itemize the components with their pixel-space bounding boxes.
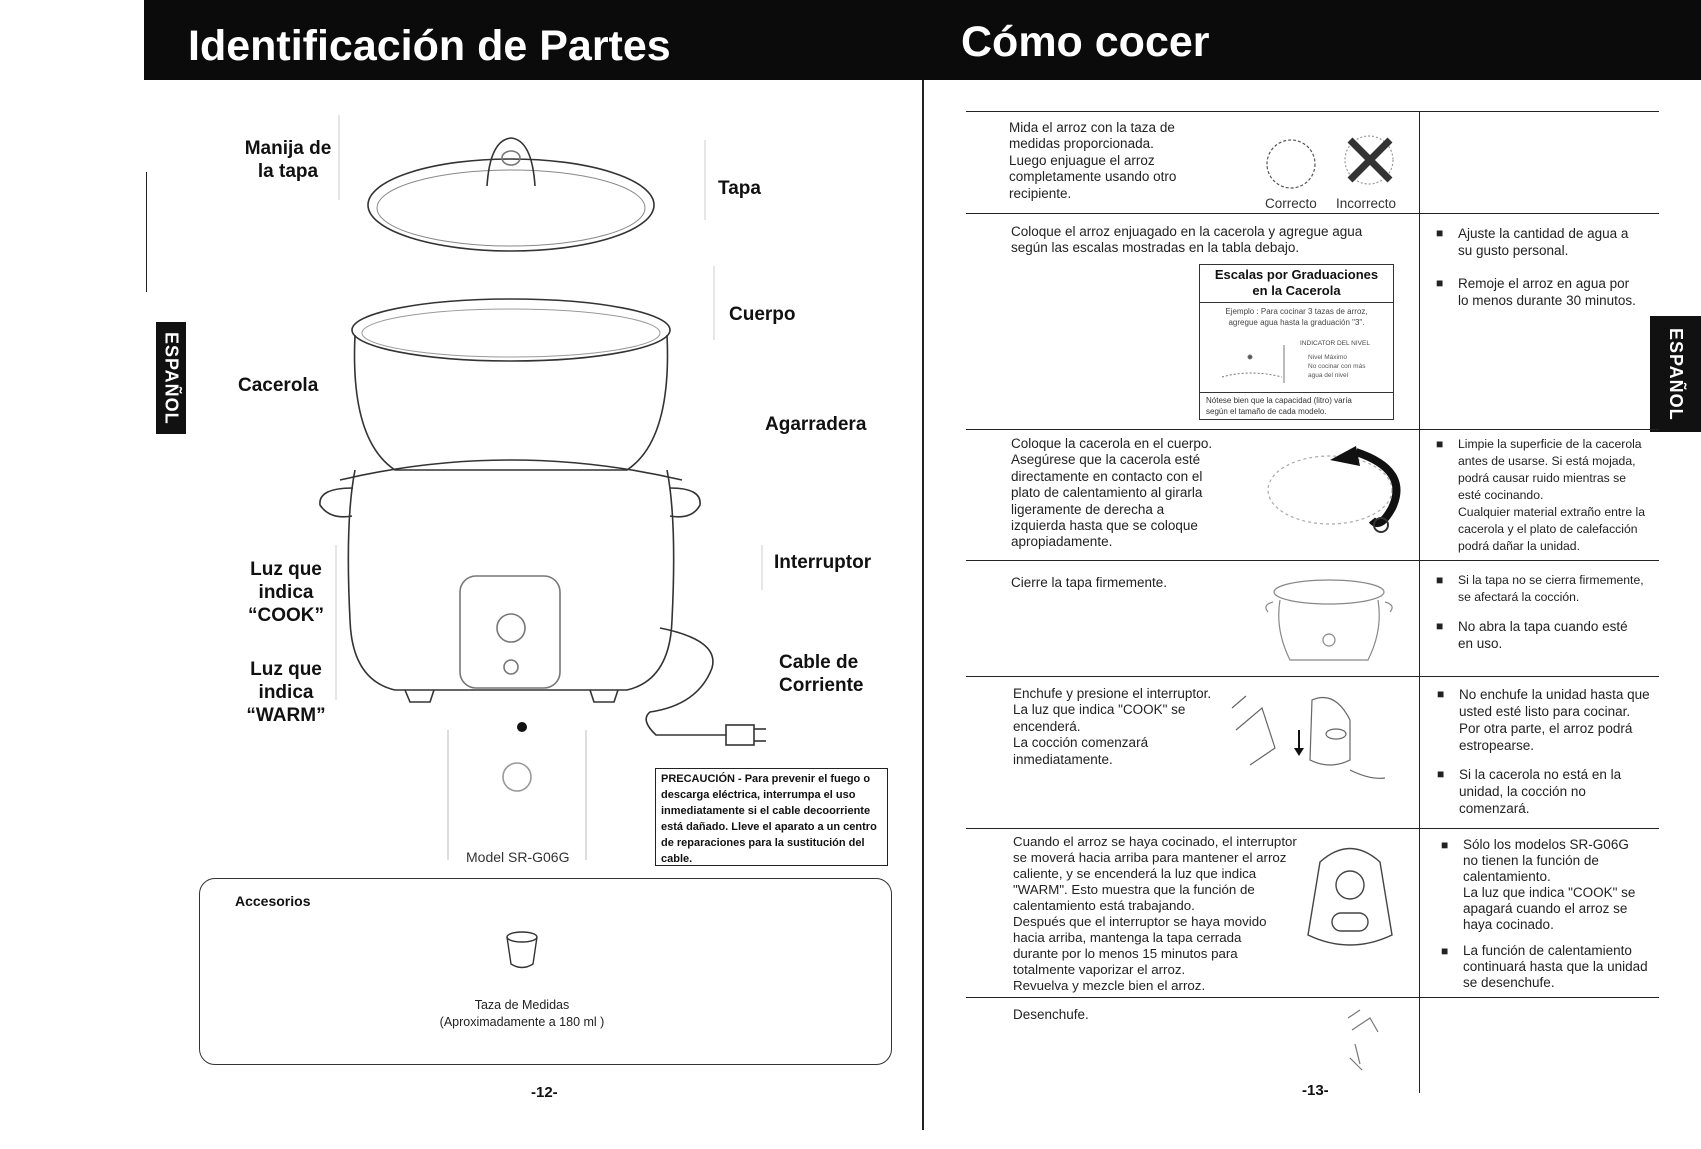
label-cable: Cable de Corriente <box>779 652 864 696</box>
water-scale-example: Ejemplo : Para cocinar 3 tazas de arroz, agregue agua hasta la graduación "3". <box>1225 307 1368 327</box>
cup-caption: Taza de Medidas (Aproximadamente a 180 ml ) <box>439 998 605 1029</box>
step-2-text: Coloque el arroz enjuagado en la cacerola y agregue agua según las escalas mostradas en la tabla debajo. <box>1011 224 1363 256</box>
step-7-text: Desenchufe. <box>1013 1007 1089 1022</box>
lid-handle-knob <box>487 138 535 186</box>
label-cacerola: Cacerola <box>238 375 319 396</box>
right-page-number: -13- <box>1302 1082 1329 1099</box>
step-1-text: Mida el arroz con la taza de medidas proporcionada. Luego enjuague el arroz completamente usando otro recipiente. <box>1009 120 1177 201</box>
step-5-text: Enchufe y presione el interruptor. La luz que indica "COOK" se encenderá. La cocción comenzará inmediatamente. <box>1013 686 1212 767</box>
label-tapa: Tapa <box>718 178 761 199</box>
row-rule-2 <box>966 429 1659 430</box>
right-page-title: Cómo cocer <box>961 18 1210 66</box>
label-interruptor: Interruptor <box>774 552 872 573</box>
left-margin-rule <box>146 172 147 292</box>
column-divider <box>1419 111 1420 1093</box>
precaution-box <box>655 768 888 866</box>
label-manija: Manija de la tapa <box>244 138 332 182</box>
power-plug <box>726 725 754 745</box>
step-4-notes <box>1436 572 1668 661</box>
step-6-note: ■ La función de calentamiento continuará hasta que la unidad se desenchufe. <box>1441 943 1673 991</box>
precaution-text: PRECAUCIÓN - Para prevenir el fuego o descarga eléctrica, interrumpa el uso inmediatamente si el cable decoorriente está dañado. Lleve el aparato a un centro de reparaciones para la sustitución del cable. <box>661 773 877 865</box>
power-cord <box>646 628 730 735</box>
step-3-note: ■ Limpie la superficie de la cacerola antes de usarse. Si está mojada, podrá causar ruido mientras se esté cocinando. Cualquier material extraño entre la cacerola y el plato de calefacción podrá dañar la unidad. <box>1436 436 1668 555</box>
label-correcto: Correcto <box>1265 196 1317 211</box>
accessories-box <box>199 878 892 1065</box>
left-page-title: Identificación de Partes <box>188 22 671 70</box>
step-5-note: ■ No enchufe la unidad hasta que usted esté listo para cocinar. Por otra parte, el arroz podrá estropearse. <box>1437 686 1669 754</box>
step-5-notes <box>1437 686 1669 826</box>
label-luz-warm: Luz que indica “WARM” <box>246 659 326 726</box>
step-2-note: ■ Remoje el arroz en agua por lo menos durante 30 minutos. <box>1436 275 1666 309</box>
label-agarradera: Agarradera <box>765 414 867 435</box>
row-rule-4 <box>966 676 1659 677</box>
step-6-text: Cuando el arroz se haya cocinado, el interruptor se moverá hacia arriba para mantener el arroz caliente, y se encenderá la luz que indica "WARM". Esto muestra que la función de calentamiento está trabajando. Después que el interruptor se haya movido hacia arriba, mantenga la tapa cerrada durante por lo menos 15 minutos para totalmente vaporizar el arroz. Revuelva y mezcle bien el arroz. <box>1013 834 1297 993</box>
label-incorrecto: Incorrecto <box>1336 196 1397 211</box>
body-shape <box>348 470 673 690</box>
water-max-level-label: Nivel Máximo No cocinar con más agua del nivel <box>1308 354 1366 379</box>
step-2-notes <box>1436 225 1666 318</box>
inner-pot-shape <box>355 335 668 470</box>
label-cuerpo: Cuerpo <box>729 304 796 325</box>
model-caption: Model SR-G06G <box>466 849 570 865</box>
left-header-bar <box>144 0 923 80</box>
lid-shape <box>368 159 654 251</box>
water-level-indicator-label: INDICATOR DEL NIVEL <box>1300 340 1370 347</box>
switch-indicator <box>497 614 525 642</box>
measuring-cup-icon <box>200 879 201 880</box>
water-scale-footer: Nótese bien que la capacidad (litro) varía según el tamaño de cada modelo. <box>1200 392 1393 419</box>
control-panel <box>460 576 560 688</box>
step-3-text: Coloque la cacerola en el cuerpo. Asegúrese que la cacerola esté directamente en contacto con el plato de calentamiento al girarla ligeramente de derecha a izquierda hasta que se coloque apropiadamente. <box>1011 436 1213 550</box>
row-rule-0 <box>966 111 1659 112</box>
step-6-notes <box>1441 837 1673 1000</box>
step-5-note: ■ Si la cacerola no está en la unidad, la cocción no comenzará. <box>1437 766 1669 817</box>
step-3-notes <box>1436 436 1668 564</box>
water-scale-box <box>1199 264 1394 420</box>
right-header-bar <box>923 0 1701 80</box>
row-rule-1 <box>966 213 1659 214</box>
step-6-note: ■ Sólo los modelos SR-G06G no tienen la función de calentamiento. La luz que indica "COOK" se apagará cuando el arroz se haya cocinado. <box>1441 837 1673 933</box>
step-4-note: ■ Si la tapa no se cierra firmemente, se afectará la cocción. <box>1436 572 1668 606</box>
step-4-text: Cierre la tapa firmemente. <box>1011 575 1168 590</box>
center-divider <box>922 80 924 1130</box>
label-luz-cook: Luz que indica “COOK” <box>248 559 324 626</box>
body-handle-right <box>670 488 700 517</box>
accessories-title: Accesorios <box>235 893 311 909</box>
right-side-tab: ESPAÑOL <box>1650 316 1701 432</box>
row-rule-5 <box>966 828 1659 829</box>
step-4-note: ■ No abra la tapa cuando esté en uso. <box>1436 618 1668 652</box>
water-scale-title: Escalas por Graduaciones en la Cacerola <box>1200 265 1393 303</box>
body-handle-left <box>320 488 353 517</box>
left-page-number: -12- <box>531 1084 558 1101</box>
unplug-illustration <box>0 0 1 1</box>
step-2-note: ■ Ajuste la cantidad de agua a su gusto personal. <box>1436 225 1666 259</box>
left-side-tab: ESPAÑOL <box>156 322 186 434</box>
water-level-graphic <box>1200 265 1201 266</box>
